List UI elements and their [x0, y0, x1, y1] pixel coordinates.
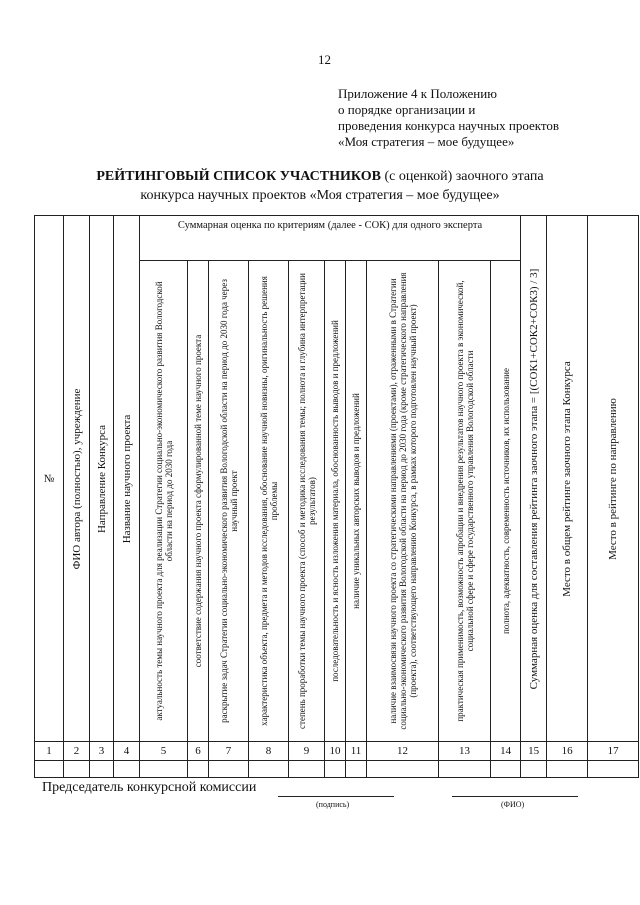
criterion-label: наличие уникальных авторских выводов и предложений: [351, 393, 361, 609]
criterion-header: [491, 261, 521, 742]
signature-caption: (подпись): [316, 800, 350, 809]
empty-cell: [209, 761, 249, 778]
col-direction-label: Направление Конкурса: [95, 424, 108, 533]
empty-cell: [35, 761, 64, 778]
empty-cell: [140, 761, 188, 778]
col-number-header: №: [35, 216, 64, 742]
col-direction-rank-header: [588, 216, 639, 742]
criterion-header: [325, 261, 346, 742]
empty-cell: [64, 761, 90, 778]
criterion-header: [439, 261, 491, 742]
criterion-header: [209, 261, 249, 742]
rating-table: [34, 215, 639, 778]
column-number-cell: 3: [90, 742, 114, 761]
appendix-line: «Моя стратегия – мое будущее»: [338, 134, 515, 149]
signature-label: Председатель конкурсной комиссии: [42, 780, 257, 795]
column-number-cell: 9: [289, 742, 325, 761]
empty-cell: [325, 761, 346, 778]
empty-cell: [188, 761, 209, 778]
column-number-cell: 17: [588, 742, 639, 761]
name-line: [452, 796, 578, 797]
col-direction-rank-label: Место в рейтинге по направлению: [607, 397, 620, 560]
empty-cell: [588, 761, 639, 778]
criterion-label: характеристика объекта, предмета и методов исследования, обоснование научной новизны, оригинальность решения проблемы: [258, 276, 279, 726]
column-number-row: [35, 742, 639, 761]
criterion-header: [188, 261, 209, 742]
column-number-cell: 12: [367, 742, 439, 761]
empty-cell: [114, 761, 140, 778]
criterion-label: соответствие содержания научного проекта сформулированной теме научного проекта: [193, 334, 203, 668]
empty-data-row: [35, 761, 639, 778]
page-number: 12: [318, 52, 331, 67]
appendix-line: проведения конкурса научных проектов: [338, 118, 560, 133]
title-rest: (с оценкой) заочного этапа: [380, 169, 544, 184]
empty-cell: [521, 761, 547, 778]
col-overall-rank-label: Место в общем рейтинге заочного этапа Конкурса: [561, 360, 574, 597]
column-number-cell: 14: [491, 742, 521, 761]
empty-cell: [491, 761, 521, 778]
column-number-cell: 5: [140, 742, 188, 761]
col-project-header: [114, 216, 140, 742]
title-line2: конкурса научных проектов «Моя стратегия – мое будущее»: [140, 188, 500, 203]
col-direction-header: [90, 216, 114, 742]
criterion-header: [289, 261, 325, 742]
column-number-cell: 2: [64, 742, 90, 761]
col-author-label: ФИО автора (полностью), учреждение: [70, 388, 83, 569]
column-number-cell: 16: [547, 742, 588, 761]
column-number-cell: 1: [35, 742, 64, 761]
criterion-label: раскрытие задач Стратегии социально-экономического развития Вологодской области на период до 2030 года через научный проект: [218, 279, 239, 723]
column-number-cell: 6: [188, 742, 209, 761]
appendix-note: [338, 86, 628, 150]
criteria-group-header: Суммарная оценка по критериям (далее - СОК) для одного эксперта: [140, 216, 521, 261]
title-bold: РЕЙТИНГОВЫЙ СПИСОК УЧАСТНИКОВ: [96, 169, 381, 184]
appendix-line: Приложение 4 к Положению: [338, 86, 497, 101]
criterion-label: наличие взаимосвязи научного проекта со стратегическими направлениями (проектами), отраженными в Стратегии социально-экономического развития Вологодской области на период до 2030 года (кроме стратегического направления (проекта), соответствующего направлению Конкурса, в рамках которого подготовлен научный проект): [387, 272, 418, 730]
empty-cell: [439, 761, 491, 778]
col-overall-rank-header: [547, 216, 588, 742]
criterion-header: [249, 261, 289, 742]
empty-cell: [547, 761, 588, 778]
criterion-label: актуальность темы научного проекта для реализации Стратегии социально-экономического развития Вологодской области на период до 2030 года: [153, 281, 174, 721]
criterion-header: [367, 261, 439, 742]
document-title: [0, 167, 640, 205]
column-number-cell: 8: [249, 742, 289, 761]
column-number-cell: 7: [209, 742, 249, 761]
column-number-cell: 15: [521, 742, 547, 761]
col-author-header: [64, 216, 90, 742]
criterion-label: полнота, адекватность, современность источников, их использование: [500, 368, 511, 634]
column-number-cell: 4: [114, 742, 140, 761]
empty-cell: [289, 761, 325, 778]
empty-cell: [90, 761, 114, 778]
col-total-header: [521, 216, 547, 742]
empty-cell: [346, 761, 367, 778]
criterion-header: [140, 261, 188, 742]
col-total-label: Суммарная оценка для составления рейтинга заочного этапа = [(СОК1+СОК2+СОК3) / 3]: [527, 268, 540, 689]
empty-cell: [249, 761, 289, 778]
name-caption: (ФИО): [501, 800, 525, 809]
criterion-label: практическая применимость, возможность апробации и внедрения результатов научного проекта в экономической, социальной сфере и сфере государственного управления Вологодской области: [454, 280, 475, 722]
empty-cell: [367, 761, 439, 778]
col-project-label: Название научного проекта: [120, 414, 133, 543]
appendix-line: о порядке организации и: [338, 102, 476, 117]
criterion-header: [346, 261, 367, 742]
column-number-cell: 10: [325, 742, 346, 761]
criterion-label: последовательность и ясность изложения материала, обоснованность выводов и предложений: [330, 320, 340, 682]
column-number-cell: 13: [439, 742, 491, 761]
column-number-cell: 11: [346, 742, 367, 761]
signature-line: [278, 796, 394, 797]
criterion-label: степень проработки темы научного проекта (способ и методика исследования темы; полнота и глубина интерпретации результатов): [296, 273, 317, 729]
